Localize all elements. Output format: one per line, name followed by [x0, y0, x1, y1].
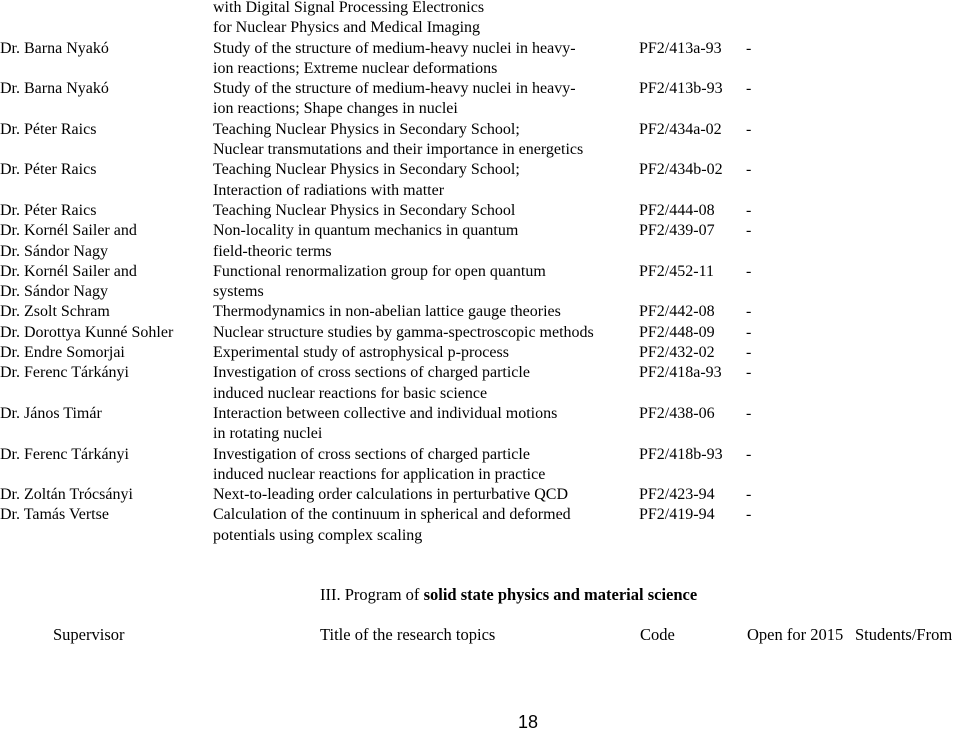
table-row — [0, 120, 960, 161]
supervisor-line: Dr. Sándor Nagy — [0, 242, 108, 260]
header-title: Title of the research topics — [320, 625, 496, 644]
topic-title-line: systems — [213, 283, 264, 301]
supervisor-cell — [0, 160, 96, 180]
table-row — [0, 485, 960, 505]
topic-title-cell — [213, 363, 638, 404]
topic-title-cell — [213, 302, 638, 322]
topic-title-line: in rotating nuclei — [213, 425, 323, 443]
table-row — [0, 79, 960, 120]
topic-title-line: Interaction of radiations with matter — [213, 181, 445, 199]
topic-code: PF2/442-08 — [639, 303, 715, 321]
topic-title-cell — [213, 160, 638, 201]
open-for-value: - — [746, 404, 752, 422]
supervisor-line: Dr. Ferenc Tárkányi — [0, 445, 129, 463]
topic-title-line: with Digital Signal Processing Electronics — [213, 0, 485, 16]
supervisor-line: Dr. Tamás Vertse — [0, 506, 109, 524]
table-row — [0, 201, 960, 221]
supervisor-line: Dr. Kornél Sailer and — [0, 262, 137, 280]
topic-title-line: Non-locality in quantum mechanics in quantum — [213, 222, 519, 240]
open-for-value: - — [746, 323, 752, 341]
topic-title-cell — [213, 0, 638, 39]
table-row — [0, 323, 960, 343]
open-for-value: - — [746, 445, 752, 463]
topic-code: PF2/448-09 — [639, 323, 715, 341]
topic-title-cell — [213, 404, 638, 445]
supervisor-line: Dr. Barna Nyakó — [0, 39, 109, 57]
supervisor-cell — [0, 39, 109, 59]
topic-title-line: induced nuclear reactions for application in practice — [213, 465, 546, 483]
topic-title-cell — [213, 262, 638, 303]
table-row — [0, 160, 960, 201]
topic-code: PF2/413b-93 — [639, 80, 723, 98]
topic-title-cell — [213, 201, 638, 221]
topic-title-line: Study of the structure of medium-heavy nuclei in heavy- — [213, 80, 576, 98]
page-number: 18 — [517, 712, 539, 732]
topic-code: PF2/418b-93 — [639, 445, 723, 463]
topic-title-cell — [213, 343, 638, 363]
topic-title-cell — [213, 505, 638, 546]
supervisor-cell — [0, 221, 137, 262]
supervisor-line: Dr. Péter Raics — [0, 161, 97, 179]
supervisor-cell — [0, 262, 137, 303]
topic-code: PF2/439-07 — [639, 222, 715, 240]
topic-code: PF2/438-06 — [639, 404, 715, 422]
supervisor-line: Dr. Dorottya Kunné Sohler — [0, 323, 174, 341]
topic-title-cell — [213, 120, 638, 161]
supervisor-cell — [0, 404, 102, 424]
supervisor-line: Dr. Zsolt Schram — [0, 303, 110, 321]
topic-title-cell — [213, 323, 638, 343]
topic-title-line: ion reactions; Shape changes in nuclei — [213, 100, 458, 118]
topic-title-cell — [213, 221, 638, 262]
topic-title-line: Teaching Nuclear Physics in Secondary School; — [213, 120, 520, 138]
table-row — [0, 262, 960, 303]
table-row — [0, 302, 960, 322]
topic-code: PF2/444-08 — [639, 201, 715, 219]
supervisor-cell — [0, 505, 109, 525]
open-for-value: - — [746, 222, 752, 240]
topic-code: PF2/419-94 — [639, 506, 715, 524]
topic-title-line: potentials using complex scaling — [213, 526, 423, 544]
topic-title-cell — [213, 39, 638, 80]
topic-title-line: Nuclear structure studies by gamma-spectroscopic methods — [213, 323, 594, 341]
supervisor-line: Dr. Endre Somorjai — [0, 344, 125, 362]
topic-title-line: Interaction between collective and individual motions — [213, 404, 558, 422]
supervisor-line: Dr. Barna Nyakó — [0, 80, 109, 98]
table-row — [0, 0, 960, 39]
supervisor-line: Dr. Péter Raics — [0, 201, 97, 219]
supervisor-line: Dr. Ferenc Tárkányi — [0, 364, 129, 382]
topic-title-line: Teaching Nuclear Physics in Secondary School; — [213, 161, 520, 179]
topic-code: PF2/434a-02 — [639, 120, 722, 138]
supervisor-line: Dr. Kornél Sailer and — [0, 222, 137, 240]
topic-title-line: Investigation of cross sections of charged particle — [213, 445, 530, 463]
supervisor-cell — [0, 79, 109, 99]
header-code: Code — [640, 625, 675, 644]
table-row — [0, 39, 960, 80]
topic-code: PF2/418a-93 — [639, 364, 722, 382]
table-row — [0, 363, 960, 404]
supervisor-cell — [0, 302, 110, 322]
topic-title-cell — [213, 445, 638, 486]
topic-title-line: for Nuclear Physics and Medical Imaging — [213, 19, 481, 37]
program-heading-prefix: III. Program of — [320, 585, 424, 604]
program-heading — [320, 585, 697, 605]
open-for-value: - — [746, 486, 752, 504]
supervisor-cell — [0, 363, 129, 383]
open-for-value: - — [746, 506, 752, 524]
open-for-value: - — [746, 80, 752, 98]
open-for-value: - — [746, 120, 752, 138]
topic-title-line: Investigation of cross sections of charged particle — [213, 364, 530, 382]
header-students: Students/From — [855, 625, 953, 644]
topic-title-line: Teaching Nuclear Physics in Secondary School — [213, 201, 516, 219]
supervisor-cell — [0, 201, 96, 221]
supervisor-cell — [0, 120, 96, 140]
supervisor-line: Dr. Zoltán Trócsányi — [0, 486, 133, 504]
program-heading-subject: solid state physics and material science — [423, 585, 698, 604]
supervisor-line: Dr. János Timár — [0, 404, 102, 422]
topic-code: PF2/413a-93 — [639, 39, 722, 57]
table-row — [0, 505, 960, 546]
supervisor-cell — [0, 343, 125, 363]
header-supervisor: Supervisor — [53, 625, 125, 644]
topic-title-line: Experimental study of astrophysical p-process — [213, 344, 509, 362]
topic-title-line: field-theoric terms — [213, 242, 332, 260]
topic-title-line: Thermodynamics in non-abelian lattice gauge theories — [213, 303, 561, 321]
table-row — [0, 445, 960, 486]
table-row — [0, 221, 960, 262]
topic-title-line: Nuclear transmutations and their importance in energetics — [213, 141, 584, 159]
open-for-value: - — [746, 39, 752, 57]
topic-title-cell — [213, 79, 638, 120]
open-for-value: - — [746, 303, 752, 321]
topic-title-line: Study of the structure of medium-heavy nuclei in heavy- — [213, 39, 576, 57]
topic-code: PF2/432-02 — [639, 344, 715, 362]
open-for-value: - — [746, 201, 752, 219]
topic-title-line: Next-to-leading order calculations in perturbative QCD — [213, 486, 568, 504]
supervisor-cell — [0, 485, 133, 505]
table-row — [0, 404, 960, 445]
open-for-value: - — [746, 364, 752, 382]
open-for-value: - — [746, 262, 752, 280]
topic-title-line: Functional renormalization group for open quantum — [213, 262, 546, 280]
supervisor-line: Dr. Sándor Nagy — [0, 283, 108, 301]
table-row — [0, 343, 960, 363]
topic-code: PF2/452-11 — [639, 262, 714, 280]
topic-title-line: Calculation of the continuum in spherical and deformed — [213, 506, 571, 524]
topic-code: PF2/434b-02 — [639, 161, 723, 179]
supervisor-line: Dr. Péter Raics — [0, 120, 97, 138]
open-for-value: - — [746, 344, 752, 362]
open-for-value: - — [746, 161, 752, 179]
supervisor-cell — [0, 323, 173, 343]
topic-code: PF2/423-94 — [639, 486, 715, 504]
topic-title-line: induced nuclear reactions for basic science — [213, 384, 488, 402]
header-open-for: Open for 2015 — [747, 625, 844, 644]
supervisor-cell — [0, 445, 129, 465]
topic-title-line: ion reactions; Extreme nuclear deformations — [213, 59, 498, 77]
topic-title-cell — [213, 485, 638, 505]
